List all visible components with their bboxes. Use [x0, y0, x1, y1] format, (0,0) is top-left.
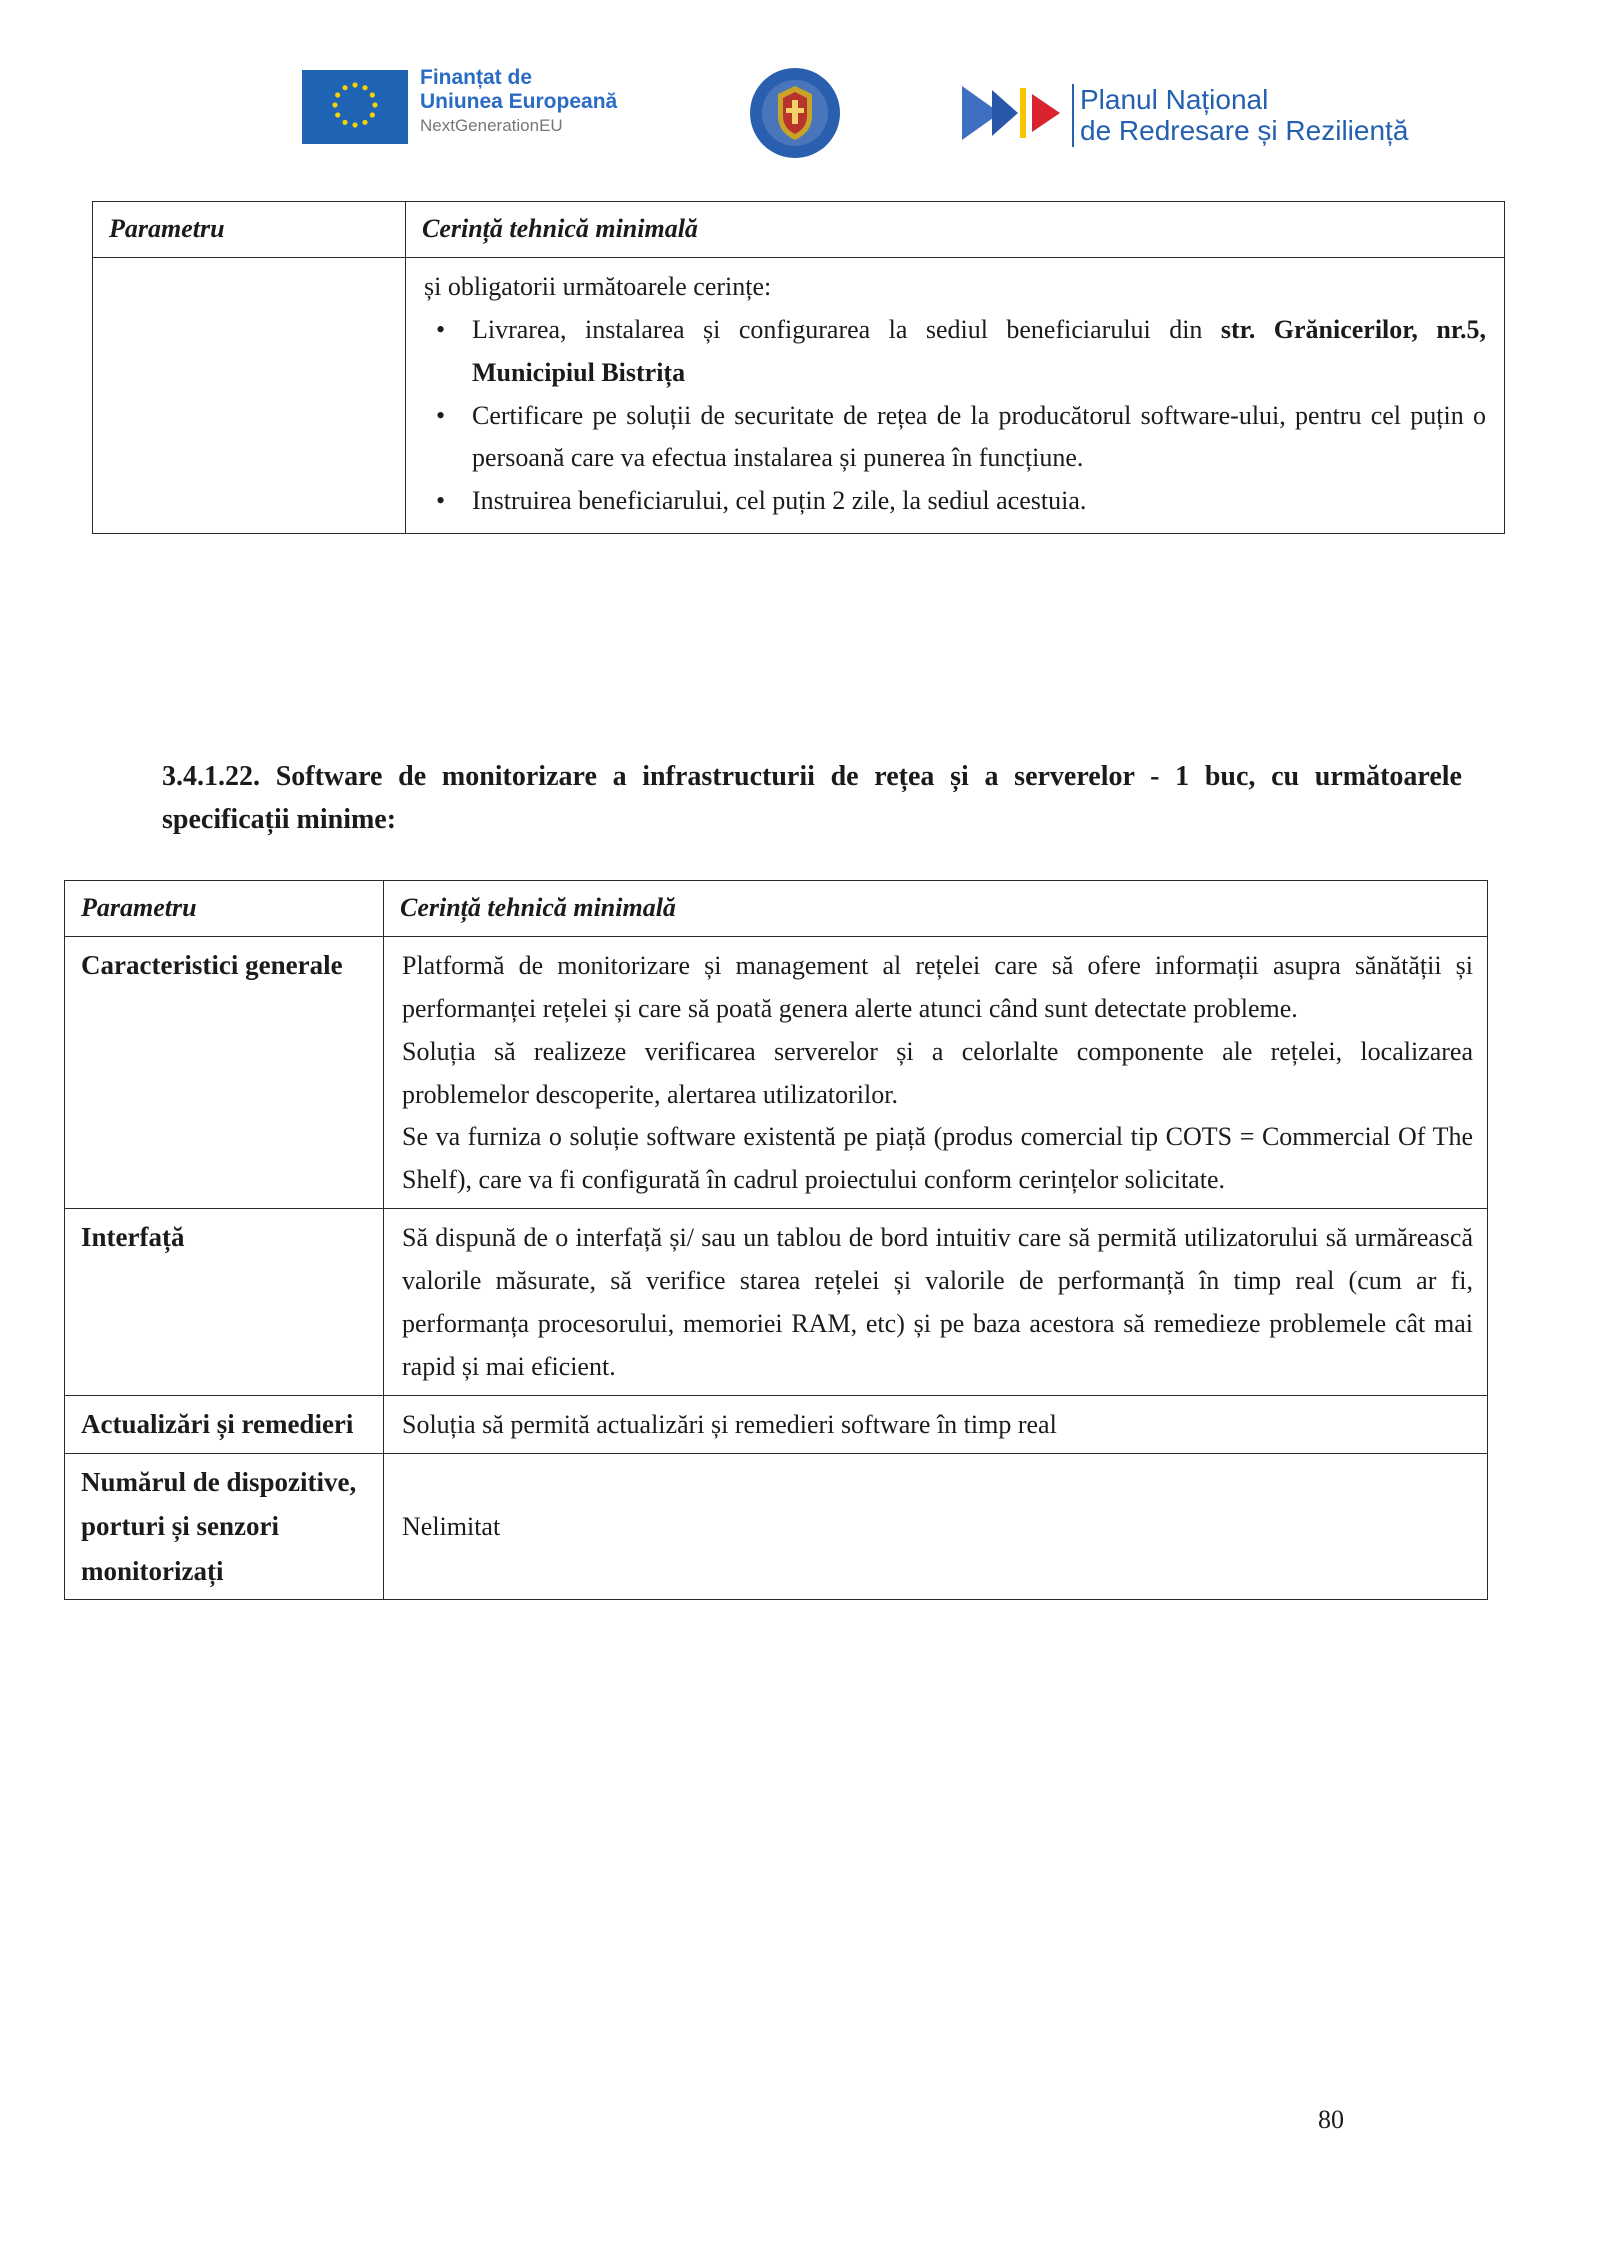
pnrr-arrow-icon	[960, 80, 1064, 146]
requirement-cell	[384, 936, 1488, 1208]
header-cerinta: Cerință tehnică minimală	[384, 881, 1488, 937]
table-row	[65, 1209, 1488, 1396]
requirement-cell	[406, 257, 1505, 533]
eu-line-3: NextGenerationEU	[420, 116, 563, 136]
pnrr-line-1: Planul Național	[1080, 84, 1269, 115]
table-row	[65, 936, 1488, 1208]
requirements-table-continued	[92, 201, 1505, 534]
intro-text: și obligatorii următoarele cerințe:	[424, 271, 772, 301]
paragraph: Platformă de monitorizare și management al rețelei care să ofere informații asupra sănătății și performanței rețelei și care să poată genera alerte atunci când sunt detectate probleme.	[402, 950, 1473, 1023]
table-row	[93, 257, 1505, 533]
paragraph: Soluția să permită actualizări și remedieri software în timp real	[402, 1409, 1057, 1439]
eu-funding-text	[420, 66, 617, 136]
header-parametru: Parametru	[93, 202, 406, 258]
paragraph: Soluția să realizeze verificarea serverelor și a celorlalte componente ale rețelei, localizarea problemelor descoperite, alertarea utilizatorilor.	[402, 1036, 1473, 1109]
bullet-1-text: Livrarea, instalarea și configurarea la sediul beneficiarului din	[472, 314, 1221, 344]
header-logos	[0, 66, 1600, 166]
eu-flag-logo	[302, 70, 408, 144]
paragraph: Să dispună de o interfață și/ sau un tablou de bord intuitiv care să permită utilizatorului să urmărească valorile măsurate, să verifice starea rețelei și valorile de performanță în timp real (cum ar fi, performanța procesorului, memoriei RAM, etc) și pe baza acestora să remedieze problemele cât mai rapid și mai eficient.	[402, 1223, 1473, 1381]
eu-stars-icon	[302, 70, 408, 144]
requirements-list	[424, 309, 1486, 523]
param-label: Caracteristici generale	[65, 936, 384, 1208]
eu-line-2: Uniunea Europeană	[420, 90, 618, 114]
romanian-government-crest-logo	[748, 66, 842, 160]
param-label: Actualizări și remedieri	[65, 1395, 384, 1453]
section-heading: 3.4.1.22. Software de monitorizare a infrastructurii de rețea și a serverelor - 1 buc, cu următoarele specificații minime:	[162, 761, 1462, 836]
table-header-row	[65, 881, 1488, 937]
bullet-1-address: str. Grănicerilor, nr.5, Municipiul Bistrița	[472, 314, 1486, 387]
table-row	[65, 1453, 1488, 1600]
list-item: • Instruirea beneficiarului, cel puțin 2 zile, la sediul acestuia.	[424, 480, 1486, 523]
eu-line-1: Finanțat de	[420, 66, 533, 89]
param-label: Numărul de dispozitive, porturi și senzori monitorizați	[65, 1453, 384, 1600]
empty-param-cell	[93, 257, 406, 533]
table-row	[65, 1395, 1488, 1453]
software-specs-table	[64, 880, 1488, 1600]
requirement-cell	[384, 1395, 1488, 1453]
pnrr-text	[1072, 84, 1408, 147]
crest-icon	[748, 66, 842, 160]
requirement-cell	[384, 1453, 1488, 1600]
table-header-row	[93, 202, 1505, 258]
header-parametru: Parametru	[65, 881, 384, 937]
paragraph: Se va furniza o soluție software existentă pe piață (produs comercial tip COTS = Commercial Of The Shelf), care va fi configurată în cadrul proiectului conform cerințelor solicitate.	[402, 1122, 1473, 1195]
page-number: 80	[1318, 2105, 1344, 2134]
requirement-cell	[384, 1209, 1488, 1396]
list-item	[424, 309, 1486, 395]
header-cerinta: Cerință tehnică minimală	[406, 202, 1505, 258]
pnrr-logo-mark	[960, 80, 1064, 146]
paragraph: Nelimitat	[402, 1512, 501, 1542]
param-label: Interfață	[65, 1209, 384, 1396]
pnrr-line-2: de Redresare și Reziliență	[1080, 115, 1409, 147]
list-item: • Certificare pe soluții de securitate de rețea de la producătorul software-ului, pentru cel puțin o persoană care va efectua instalarea și punerea în funcțiune.	[424, 395, 1486, 481]
